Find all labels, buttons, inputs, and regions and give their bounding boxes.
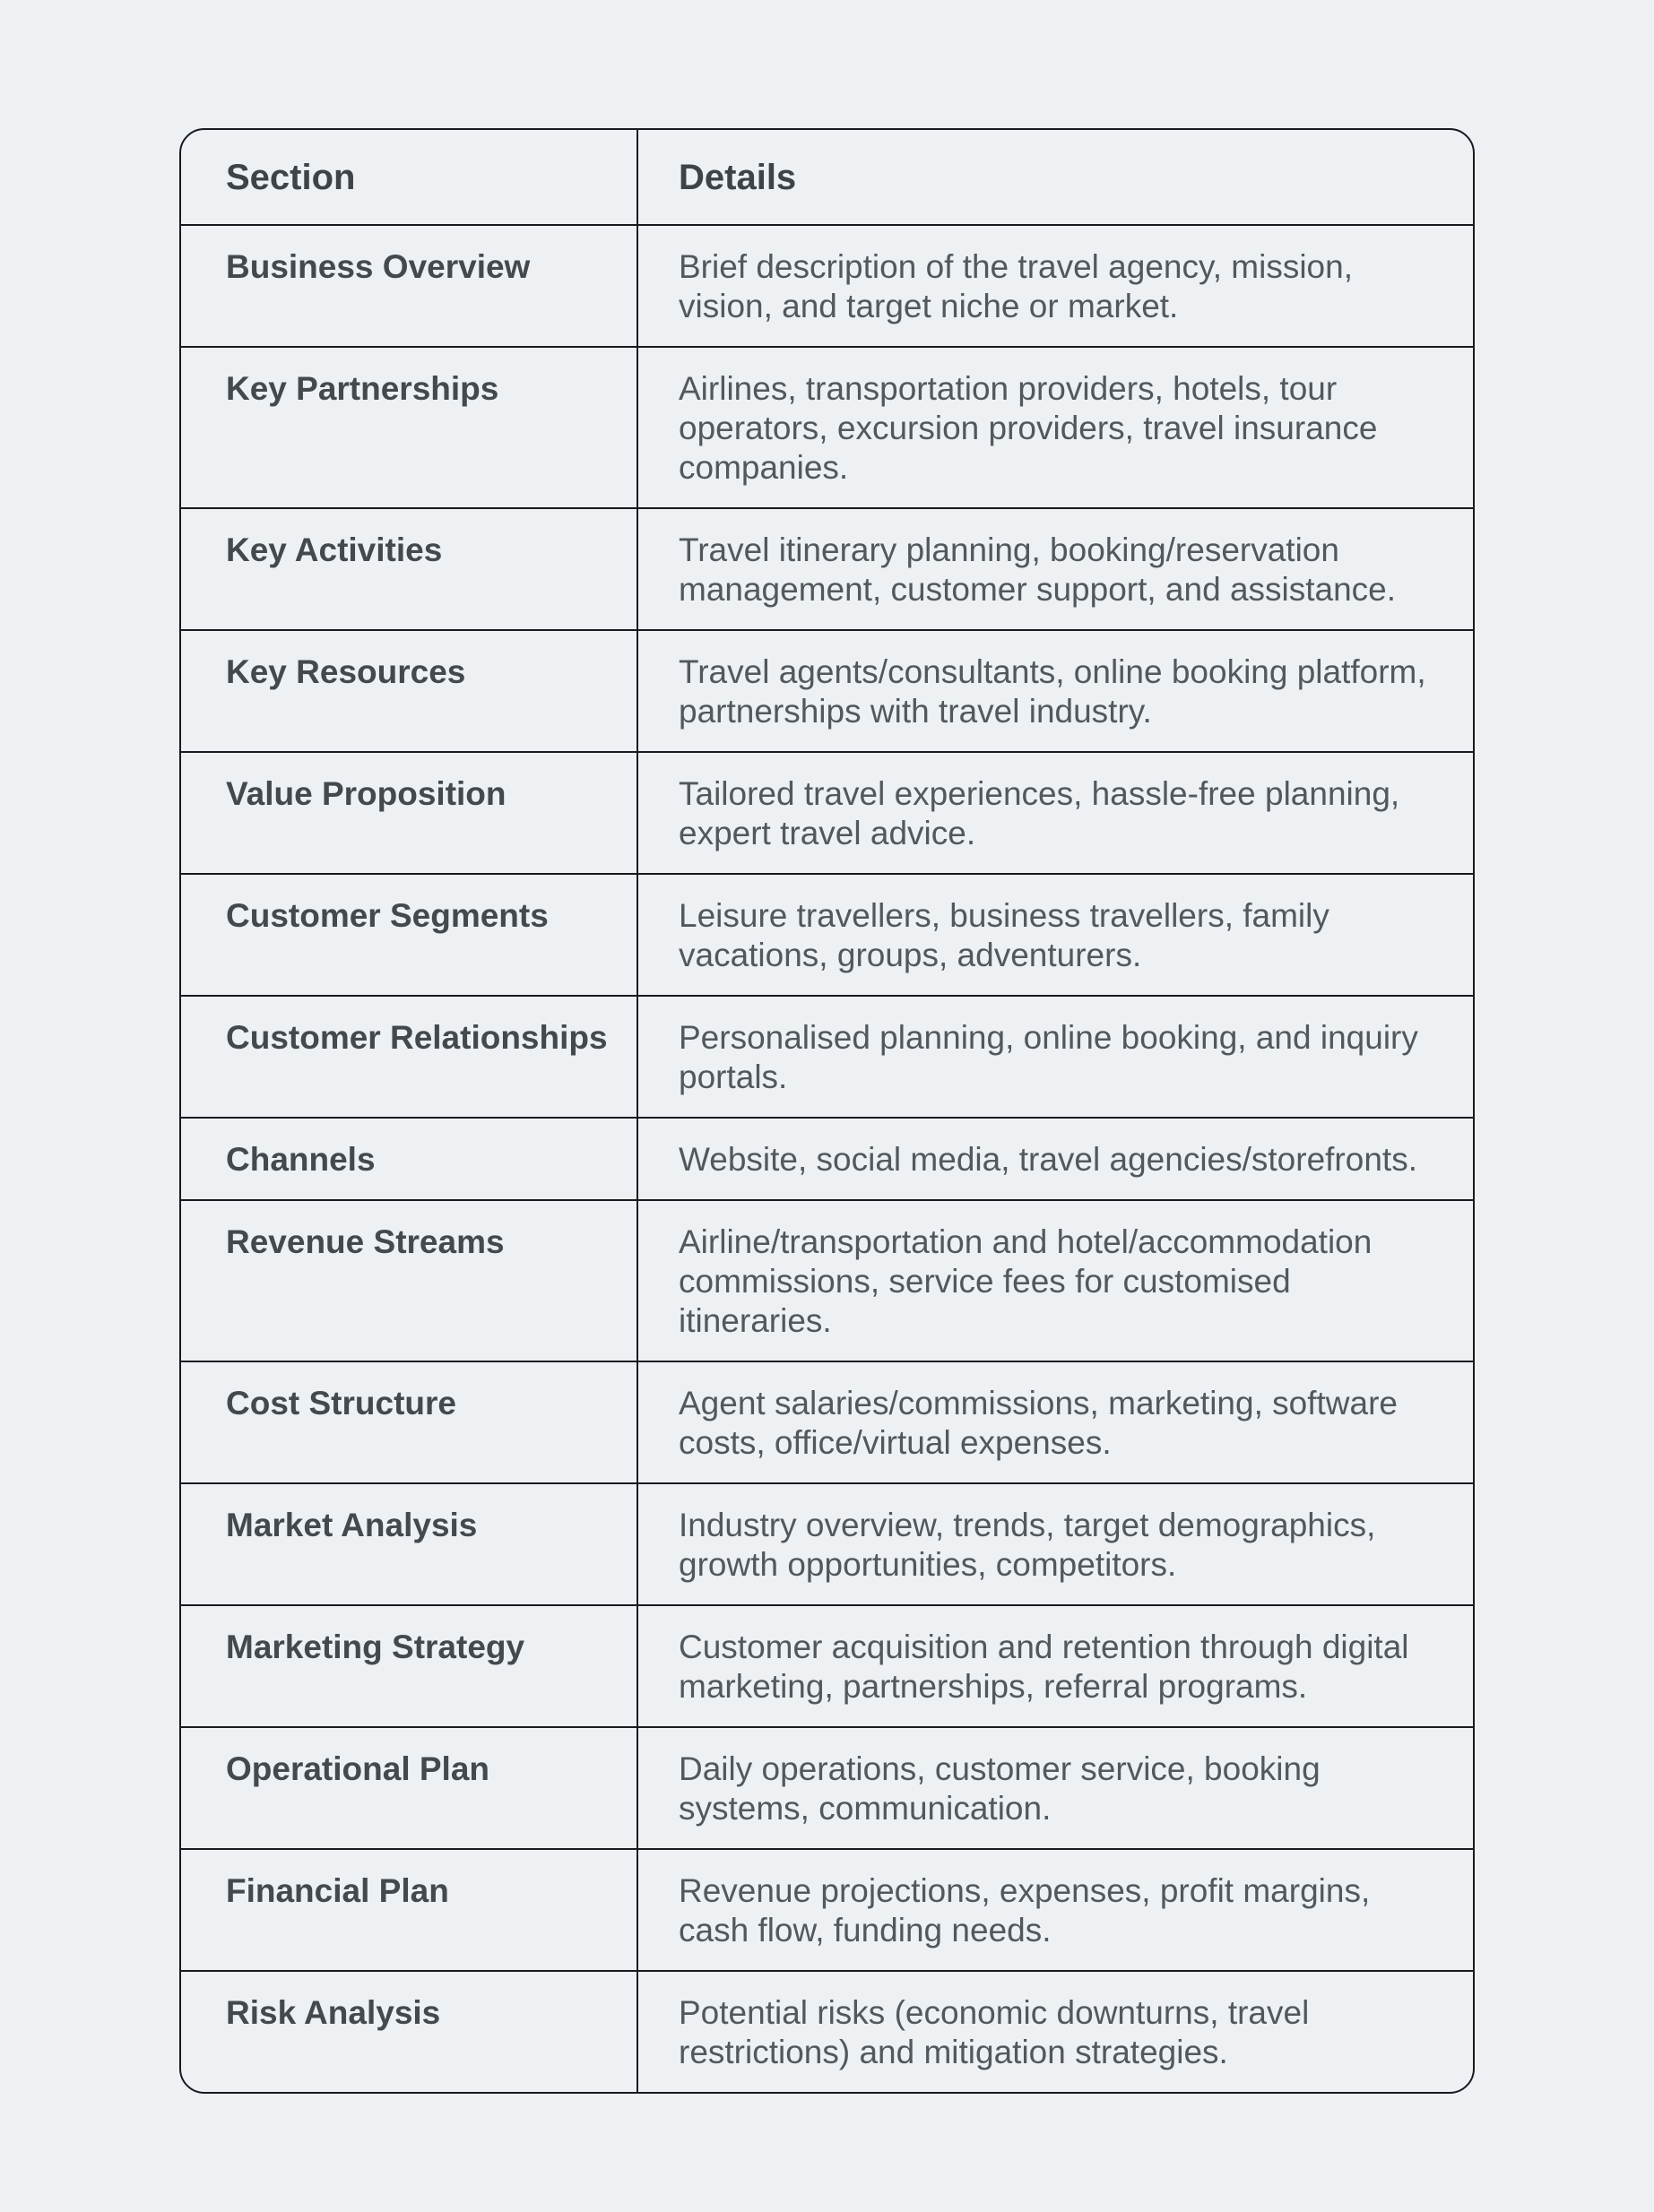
details-cell bbox=[636, 224, 1473, 346]
details-text: Airline/transportation and hotel/accommodation commissions, service fees for customised itineraries. bbox=[679, 1223, 1373, 1339]
column-header-section-label: Section bbox=[226, 157, 356, 197]
section-label: Value Proposition bbox=[226, 775, 507, 812]
table-grid bbox=[181, 130, 1473, 2092]
section-label: Key Activities bbox=[226, 531, 443, 568]
details-cell bbox=[636, 873, 1473, 995]
details-text: Revenue projections, expenses, profit margins, cash flow, funding needs. bbox=[679, 1872, 1371, 1948]
section-cell bbox=[181, 346, 636, 507]
details-cell bbox=[636, 346, 1473, 507]
details-cell bbox=[636, 1199, 1473, 1361]
section-cell bbox=[181, 224, 636, 346]
details-text: Daily operations, customer service, booking systems, communication. bbox=[679, 1750, 1321, 1827]
details-text: Brief description of the travel agency, mission, vision, and target niche or market. bbox=[679, 248, 1353, 324]
section-cell bbox=[181, 1970, 636, 2092]
section-cell bbox=[181, 751, 636, 873]
details-text: Potential risks (economic downturns, travel restrictions) and mitigation strategies. bbox=[679, 1994, 1310, 2070]
section-label: Market Analysis bbox=[226, 1507, 478, 1543]
details-text: Airlines, transportation providers, hotels, tour operators, excursion providers, travel insurance companies. bbox=[679, 370, 1378, 486]
column-header-details bbox=[636, 130, 1473, 224]
section-cell bbox=[181, 1117, 636, 1199]
details-text: Agent salaries/commissions, marketing, software costs, office/virtual expenses. bbox=[679, 1385, 1398, 1461]
section-cell bbox=[181, 995, 636, 1117]
details-text: Website, social media, travel agencies/storefronts. bbox=[679, 1141, 1417, 1178]
business-plan-table bbox=[179, 128, 1475, 2094]
section-cell bbox=[181, 1482, 636, 1604]
section-label: Financial Plan bbox=[226, 1872, 449, 1909]
details-cell bbox=[636, 1361, 1473, 1482]
details-cell bbox=[636, 1848, 1473, 1970]
section-label: Key Resources bbox=[226, 653, 466, 690]
details-cell bbox=[636, 1726, 1473, 1848]
section-label: Risk Analysis bbox=[226, 1994, 441, 2031]
details-text: Customer acquisition and retention through digital marketing, partnerships, referral programs. bbox=[679, 1629, 1409, 1705]
details-text: Industry overview, trends, target demographics, growth opportunities, competitors. bbox=[679, 1507, 1376, 1583]
section-label: Operational Plan bbox=[226, 1750, 490, 1787]
details-text: Travel agents/consultants, online booking platform, partnerships with travel industry. bbox=[679, 653, 1426, 730]
section-label: Business Overview bbox=[226, 248, 531, 285]
section-label: Customer Segments bbox=[226, 897, 549, 934]
section-cell bbox=[181, 1848, 636, 1970]
section-cell bbox=[181, 629, 636, 751]
details-text: Tailored travel experiences, hassle-free planning, expert travel advice. bbox=[679, 775, 1400, 851]
details-cell bbox=[636, 1604, 1473, 1726]
details-text: Personalised planning, online booking, and inquiry portals. bbox=[679, 1019, 1418, 1095]
details-cell bbox=[636, 1970, 1473, 2092]
section-cell bbox=[181, 1361, 636, 1482]
details-text: Leisure travellers, business travellers, family vacations, groups, adventurers. bbox=[679, 897, 1329, 973]
details-cell bbox=[636, 629, 1473, 751]
section-cell bbox=[181, 873, 636, 995]
column-header-section bbox=[181, 130, 636, 224]
section-label: Key Partnerships bbox=[226, 370, 499, 407]
column-header-details-label: Details bbox=[679, 157, 797, 197]
section-label: Marketing Strategy bbox=[226, 1629, 525, 1665]
section-cell bbox=[181, 507, 636, 629]
section-cell bbox=[181, 1199, 636, 1361]
details-cell bbox=[636, 1117, 1473, 1199]
details-cell bbox=[636, 751, 1473, 873]
details-cell bbox=[636, 507, 1473, 629]
details-text: Travel itinerary planning, booking/reservation management, customer support, and assistance. bbox=[679, 531, 1397, 608]
section-cell bbox=[181, 1726, 636, 1848]
details-cell bbox=[636, 995, 1473, 1117]
section-label: Channels bbox=[226, 1141, 376, 1178]
details-cell bbox=[636, 1482, 1473, 1604]
section-label: Cost Structure bbox=[226, 1385, 456, 1421]
section-cell bbox=[181, 1604, 636, 1726]
section-label: Revenue Streams bbox=[226, 1223, 505, 1260]
section-label: Customer Relationships bbox=[226, 1019, 608, 1056]
